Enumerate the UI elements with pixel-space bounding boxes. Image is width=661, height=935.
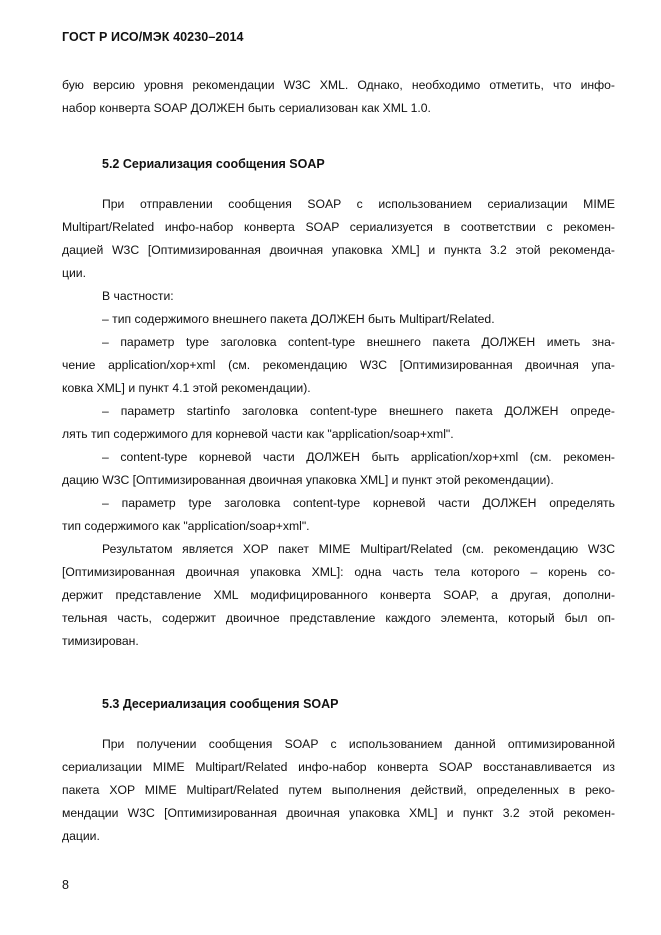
text-line: – параметр startinfo заголовка content-type внешнего пакета ДОЛЖЕН опреде- <box>102 404 615 418</box>
list-item <box>62 492 615 538</box>
text-line: – content-type корневой части ДОЛЖЕН быть application/xop+xml (см. рекомен- <box>102 450 615 464</box>
list-item <box>62 331 615 400</box>
text-line: – параметр type заголовка content-type внешнего пакета ДОЛЖЕН иметь зна- <box>102 335 615 349</box>
text-line: – тип содержимого внешнего пакета ДОЛЖЕН быть Multipart/Related. <box>102 312 495 326</box>
text-line: В частности: <box>102 289 174 303</box>
list-item <box>62 446 615 492</box>
text-line: ции. <box>62 266 86 280</box>
list-item <box>62 400 615 446</box>
text-line: При отправлении сообщения SOAP с использованием сериализации MIME <box>102 197 615 211</box>
requirements-list <box>62 308 615 538</box>
section-heading-5-2: 5.2 Сериализация сообщения SOAP <box>102 157 325 171</box>
text-line: При получении сообщения SOAP с использованием данной оптимизированной <box>102 737 615 751</box>
text-line: тип содержимого как "application/soap+xml". <box>62 519 310 533</box>
result-paragraph <box>62 538 615 653</box>
text-line: тимизирован. <box>62 634 139 648</box>
text-line: [Оптимизированная двоичная упаковка XML]: одна часть тела которого – корень со- <box>62 565 615 579</box>
text-line: бую версию уровня рекомендации W3C XML. Однако, необходимо отметить, что инфо- <box>62 78 615 92</box>
intro-paragraph <box>62 74 615 120</box>
text-line: Результатом является XOP пакет MIME Multipart/Related (см. рекомендацию W3C <box>102 542 615 556</box>
section-5-3-paragraph <box>62 733 615 848</box>
text-line: тельная часть, содержит двоичное представление каждого элемента, который был оп- <box>62 611 615 625</box>
section-5-2-paragraph <box>62 193 615 308</box>
text-line: дации. <box>62 829 100 843</box>
text-line: ковка XML] и пункт 4.1 этой рекомендации). <box>62 381 311 395</box>
text-line: сериализации MIME Multipart/Related инфо-набор конверта SOAP восстанавливается из <box>62 760 615 774</box>
section-heading-5-3: 5.3 Десериализация сообщения SOAP <box>102 697 339 711</box>
text-line: мендации W3C [Оптимизированная двоичная упаковка XML] и пункт 3.2 этой рекомен- <box>62 806 615 820</box>
text-line: держит представление XML модифицированного конверта SOAP, а другая, дополни- <box>62 588 615 602</box>
text-line: набор конверта SOAP ДОЛЖЕН быть сериализован как XML 1.0. <box>62 101 431 115</box>
text-line: пакета XOP MIME Multipart/Related путем выполнения действий, определенных в реко- <box>62 783 615 797</box>
text-line: чение application/xop+xml (см. рекомендацию W3C [Оптимизированная двоичная упа- <box>62 358 615 372</box>
text-line: дацией W3C [Оптимизированная двоичная упаковка XML] и пункта 3.2 этой рекоменда- <box>62 243 615 257</box>
text-line: дацию W3C [Оптимизированная двоичная упаковка XML] и пункт этой рекомендации). <box>62 473 554 487</box>
list-item <box>62 308 615 331</box>
standard-header: ГОСТ Р ИСО/МЭК 40230–2014 <box>62 30 244 44</box>
text-line: – параметр type заголовка content-type корневой части ДОЛЖЕН определять <box>102 496 615 510</box>
page-number: 8 <box>62 878 69 892</box>
text-line: лять тип содержимого для корневой части как "application/soap+xml". <box>62 427 454 441</box>
text-line: Multipart/Related инфо-набор конверта SOAP сериализуется в соответствии с рекомен- <box>62 220 615 234</box>
